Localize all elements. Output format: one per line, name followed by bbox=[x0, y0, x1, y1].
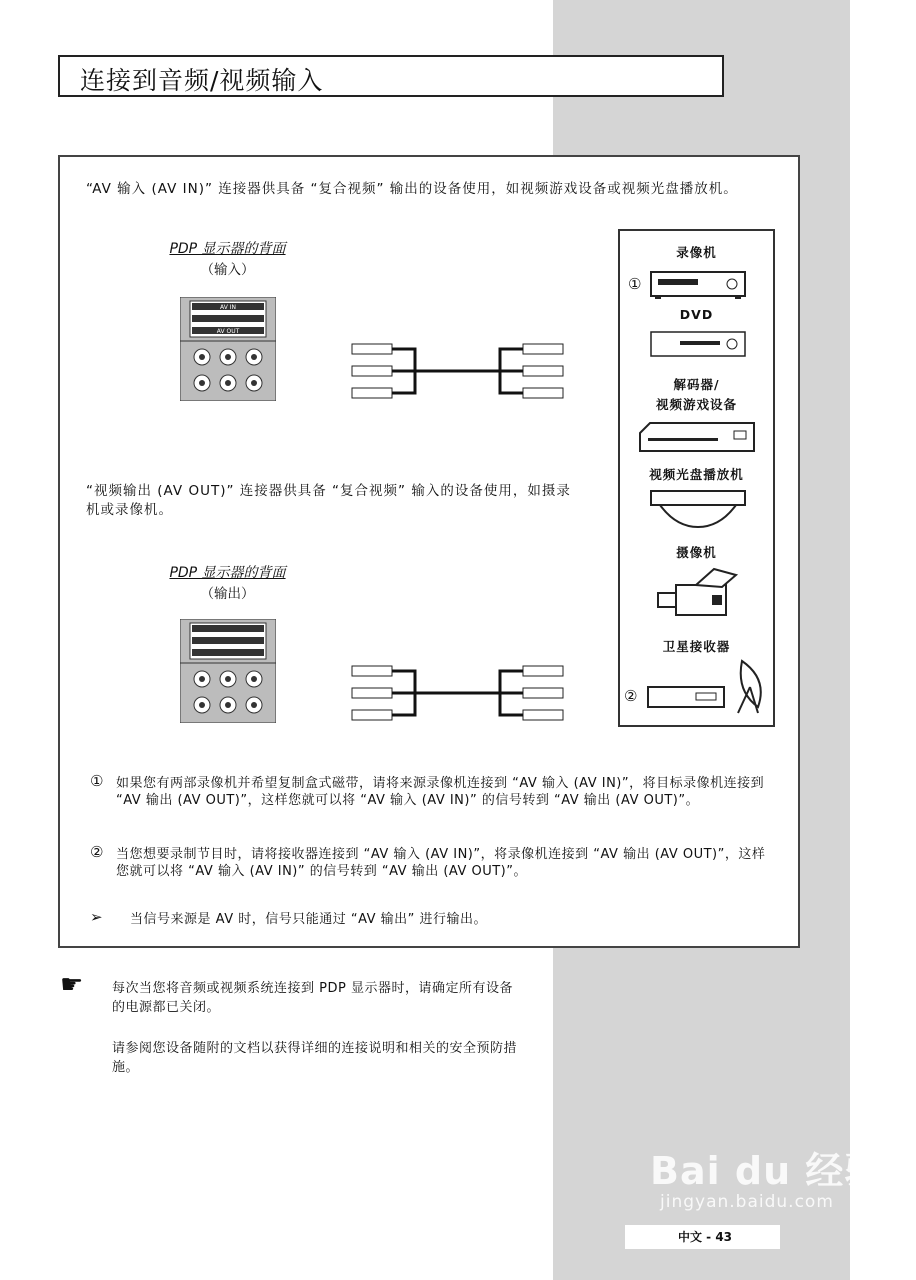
page-number: 中文 - 43 bbox=[678, 1230, 733, 1244]
device-circle-1: ① bbox=[628, 275, 642, 293]
device-decoder-label-1: 解码器/ bbox=[673, 377, 720, 392]
device-circle-2: ② bbox=[624, 687, 638, 705]
out-text: “视频输出 (AV OUT)” 连接器供具备 “复合视频” 输入的设备使用，如摄录机或录像机。 bbox=[86, 483, 571, 518]
page-title: 连接到音频/视频输入 bbox=[80, 66, 324, 95]
device-list-box bbox=[618, 229, 775, 727]
intro-text: “AV 输入 (AV IN)” 连接器供具备 “复合视频” 输出的设备使用，如视频游戏设备或视频光盘播放机。 bbox=[86, 181, 738, 197]
av-cable-top bbox=[350, 338, 565, 404]
arrow-icon: ➢ bbox=[90, 908, 103, 926]
av-cable-bottom bbox=[350, 660, 565, 726]
footer-note-2: 请参阅您设备随附的文档以获得详细的连接说明和相关的安全预防措施。 bbox=[112, 1041, 518, 1075]
video-disc-player-icon bbox=[650, 489, 746, 529]
watermark-brand: Bai du 经验 bbox=[650, 1149, 884, 1193]
vcr-icon bbox=[650, 269, 746, 301]
watermark-url: jingyan.baidu.com bbox=[660, 1192, 834, 1212]
rear-title-bottom: PDP 显示器的背面 bbox=[169, 565, 286, 581]
device-satellite-label: 卫星接收器 bbox=[662, 639, 731, 654]
note-1-text: 如果您有两部录像机并希望复制盒式磁带，请将来源录像机连接到 “AV 输入 (AV IN)”，将目标录像机连接到 “AV 输出 (AV OUT)”，这样您就可以将 “AV 输入 (AV IN)” 的信号转到 “AV 输出 (AV OUT)”。 bbox=[116, 776, 765, 808]
note-2-mark: ② bbox=[90, 843, 104, 861]
device-video-disc-label: 视频光盘播放机 bbox=[649, 467, 744, 482]
rear-sub-top: （输入） bbox=[200, 262, 255, 278]
device-camcorder-label: 摄像机 bbox=[676, 545, 717, 560]
note-1-mark: ① bbox=[90, 772, 104, 790]
decoder-icon bbox=[638, 421, 756, 457]
av-out-label: AV OUT bbox=[216, 328, 240, 335]
rear-sub-bottom: （输出） bbox=[200, 586, 255, 602]
footer-note-1: 每次当您将音频或视频系统连接到 PDP 显示器时，请确定所有设备的电源都已关闭。 bbox=[112, 981, 513, 1015]
rear-title-top: PDP 显示器的背面 bbox=[169, 241, 286, 257]
device-dvd-label: DVD bbox=[679, 307, 714, 322]
device-vcr-label: 录像机 bbox=[676, 245, 717, 260]
pointing-hand-icon: ☛ bbox=[60, 970, 84, 1000]
rear-panel-input bbox=[180, 297, 276, 401]
camcorder-icon bbox=[656, 567, 740, 623]
title-box bbox=[58, 55, 724, 97]
dvd-player-icon bbox=[650, 329, 746, 361]
note-2-text: 当您想要录制节目时，请将接收器连接到 “AV 输入 (AV IN)”，将录像机连接到 “AV 输出 (AV OUT)”，这样您就可以将 “AV 输入 (AV IN)” 的信号转到 “AV 输出 (AV OUT)”。 bbox=[116, 847, 766, 879]
satellite-receiver-icon bbox=[646, 655, 772, 715]
rear-panel-output bbox=[180, 619, 276, 723]
device-decoder-label-2: 视频游戏设备 bbox=[655, 397, 737, 412]
av-in-label: AV IN bbox=[220, 304, 236, 311]
note-3-text: 当信号来源是 AV 时，信号只能通过 “AV 输出” 进行输出。 bbox=[130, 912, 488, 927]
